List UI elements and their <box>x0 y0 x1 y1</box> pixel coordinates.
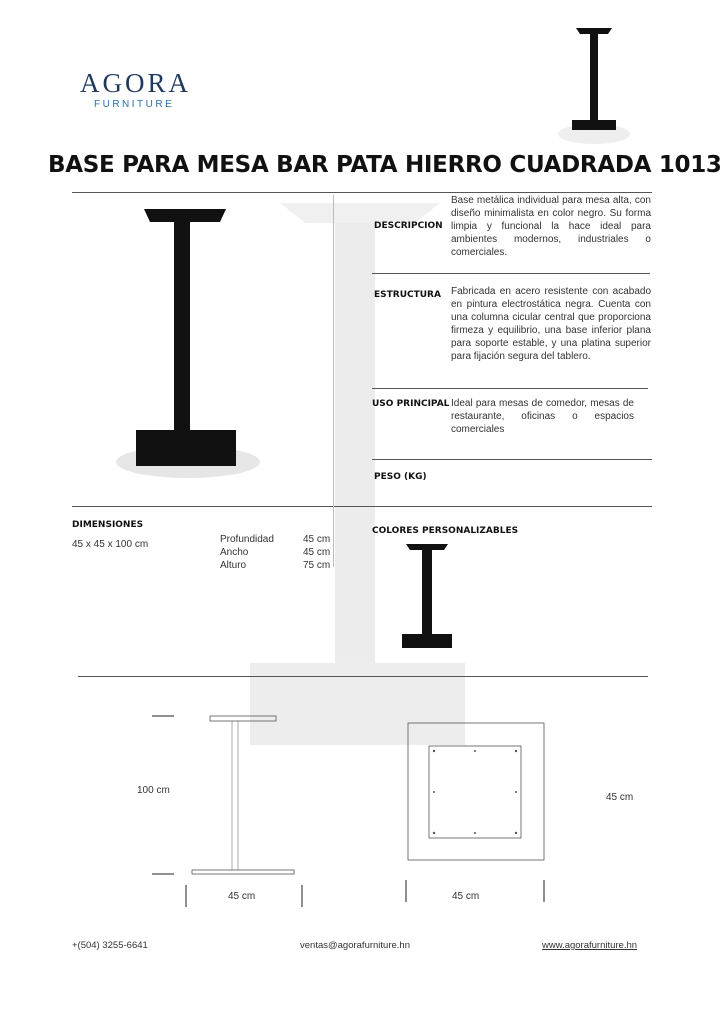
dim-row-name: Ancho <box>220 547 249 558</box>
dimensiones-label: DIMENSIONES <box>72 520 144 530</box>
peso-label: PESO (KG) <box>374 472 427 482</box>
dim-row-name: Profundidad <box>220 534 274 545</box>
divider-peso <box>372 459 652 460</box>
vertical-divider <box>333 195 334 567</box>
dimensiones-summary: 45 x 45 x 100 cm <box>72 539 149 550</box>
estructura-text: Fabricada en acero resistente con acabado en pintura electrostática negra. Cuenta con una columna cicular central que proporciona firmeza y equilibrio, una base inferior plana para soporte estable, y una platina superior para fijación segura del tablero. <box>451 286 651 362</box>
drawing-front-width-label: 45 cm <box>228 891 256 902</box>
drawing-top-depth-label: 45 cm <box>606 792 634 803</box>
descripcion-label: DESCRIPCION <box>374 221 443 231</box>
drawing-height-label: 100 cm <box>137 785 170 796</box>
colores-label: COLORES PERSONALIZABLES <box>372 526 519 536</box>
watermark-product-image <box>240 195 480 755</box>
descripcion-text: Base metálica individual para mesa alta, con diseño minimalista en color negro. Su forma limpia y funcional la hace ideal para ambientes modernos, industriales o comerciales. <box>451 195 651 258</box>
product-thumbnail-top <box>556 26 632 148</box>
divider-estructura <box>372 273 650 274</box>
uso-principal-label: USO PRINCIPAL <box>372 399 450 409</box>
dim-row-value: 45 cm <box>303 534 331 545</box>
uso-principal-text: Ideal para mesas de comedor, mesas de restaurante, oficinas o espacios comerciales <box>451 398 634 435</box>
dim-row-name: Alturo <box>220 560 247 571</box>
brand-logo-name: AGORA <box>80 68 192 98</box>
footer-phone: +(504) 3255-6641 <box>72 940 148 951</box>
divider-drawings <box>78 676 648 677</box>
footer-website-link[interactable]: www.agorafurniture.hn <box>542 940 638 951</box>
product-main-image <box>108 200 268 485</box>
product-color-sample-image <box>396 540 458 652</box>
divider-dimensiones <box>72 506 652 507</box>
drawing-top-width-label: 45 cm <box>452 891 480 902</box>
estructura-label: ESTRUCTURA <box>374 290 441 300</box>
front-view-drawing <box>140 705 320 910</box>
divider-top <box>72 192 652 193</box>
dim-row-value: 45 cm <box>303 547 331 558</box>
top-view-drawing <box>404 720 549 905</box>
dim-row-value: 75 cm <box>303 560 331 571</box>
page-title: BASE PARA MESA BAR PATA HIERRO CUADRADA 1013 <box>48 152 722 178</box>
brand-logo-subtitle: FURNITURE <box>94 99 175 110</box>
divider-uso <box>372 388 648 389</box>
footer-email[interactable]: ventas@agorafurniture.hn <box>300 940 410 951</box>
